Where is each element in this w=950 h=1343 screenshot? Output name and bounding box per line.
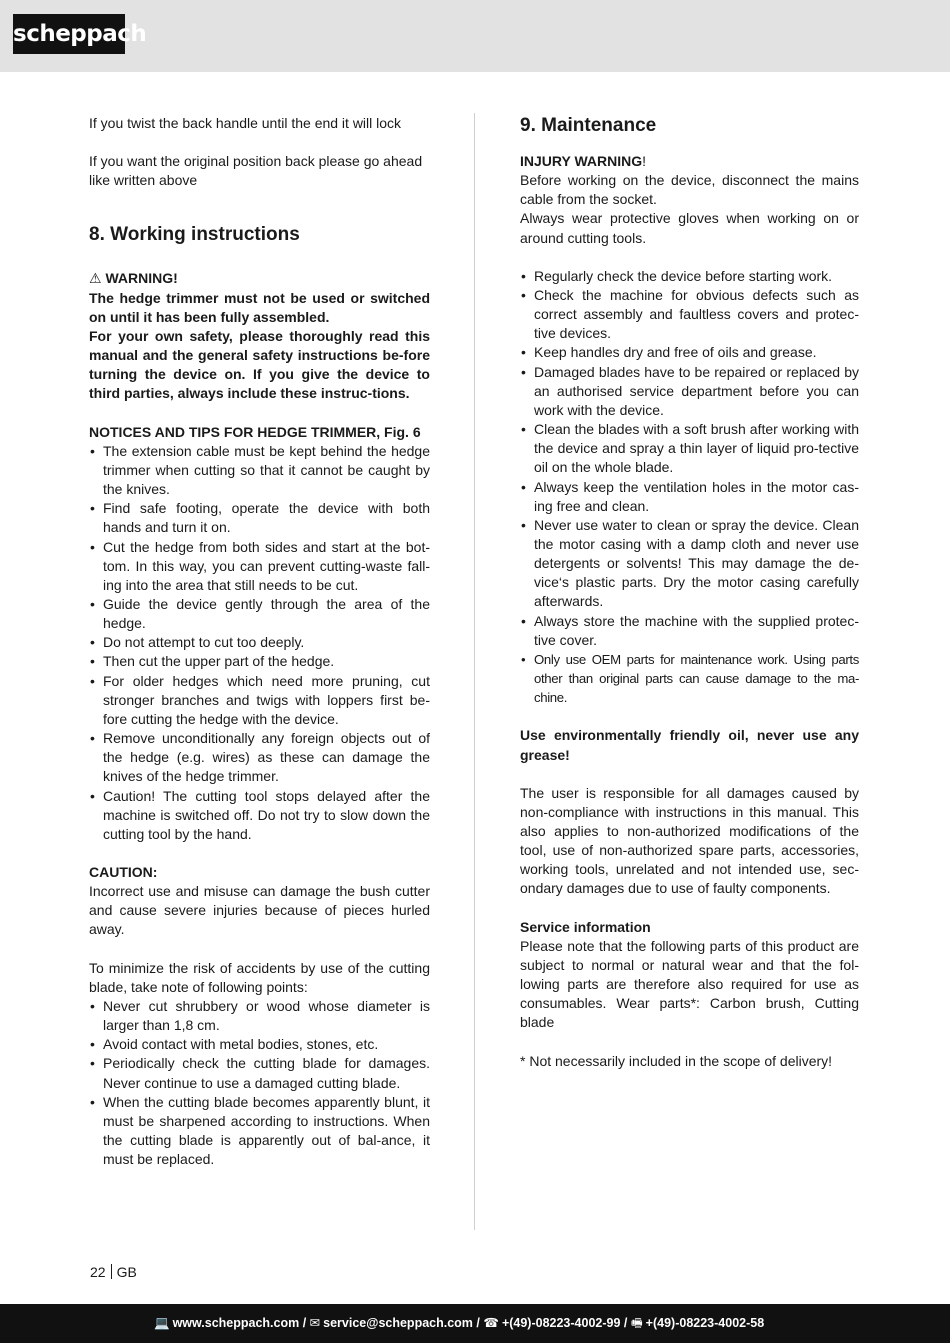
- list-item: • Guide the device gently through the area of the hedge.: [89, 595, 430, 633]
- warning-triangle-icon: ⚠: [89, 270, 102, 287]
- intro-text-2: If you want the original position back please go ahead like written above: [89, 153, 423, 189]
- service-text: Please note that the following parts of this product are subject to normal or natural wear and that the fol-lowing parts are therefore also required for use as consumables. Wear parts*: Carbon brush, Cutting blade: [520, 937, 859, 1031]
- monitor-icon: 💻: [154, 1316, 170, 1330]
- list-item: • When the cutting blade becomes apparently blunt, it must be sharpened according to instructions. When the cutting blade is apparently out of bal-ance, it must be replaced.: [89, 1093, 430, 1170]
- fax-icon: 🖷: [630, 1316, 643, 1330]
- page-number-value: 22: [90, 1264, 106, 1280]
- list-item: • Damaged blades have to be repaired or replaced by an authorised service department before you can work with the device.: [520, 363, 859, 420]
- list-item: • Regularly check the device before starting work.: [520, 267, 859, 286]
- footer-phone: +(49)-08223-4002-99 /: [501, 1316, 628, 1330]
- list-item: • Avoid contact with metal bodies, stones, etc.: [89, 1035, 430, 1054]
- list-item: • Periodically check the cutting blade for damages. Never continue to use a damaged cutting blade.: [89, 1054, 430, 1092]
- footer-email-link[interactable]: service@scheppach.com /: [323, 1316, 480, 1330]
- list-item: • Clean the blades with a soft brush after working with the device and spray a thin layer of liquid pro-tective oil on the whole blade.: [520, 420, 859, 477]
- list-item: • For older hedges which need more pruning, cut stronger branches and twigs with loppers first be-fore cutting the hedge with the device.: [89, 672, 430, 729]
- caution-text: Incorrect use and misuse can damage the bush cutter and cause severe injuries because of pieces hurled away.: [89, 883, 430, 938]
- footnote: * Not necessarily included in the scope of delivery!: [520, 1052, 833, 1069]
- list-item: • Keep handles dry and free of oils and grease.: [520, 343, 859, 362]
- brand-logo: scheppach: [13, 14, 125, 54]
- maintenance-list: [520, 267, 859, 708]
- list-item: • Remove unconditionally any foreign objects out of the hedge (e.g. wires) as these can damage the knives of the hedge trimmer.: [89, 729, 430, 786]
- footer-fax: +(49)-08223-4002-58: [645, 1316, 765, 1330]
- risk-intro: To minimize the risk of accidents by use of the cutting blade, take note of following points:: [89, 959, 430, 995]
- list-item: • Do not attempt to cut too deeply.: [89, 633, 430, 652]
- phone-icon: ☎: [483, 1316, 499, 1330]
- page-language: GB: [116, 1264, 137, 1280]
- warning-text-1: The hedge trimmer must not be used or switched on until it has been fully assembled.: [89, 289, 430, 325]
- oil-note: Use environmentally friendly oil, never use any grease!: [520, 727, 859, 763]
- injury-text-2: Always wear protective gloves when working on or around cutting tools.: [520, 210, 859, 246]
- list-item: • Always store the machine with the supplied protec-tive cover.: [520, 612, 859, 650]
- warning-text-2: For your own safety, please thoroughly read this manual and the general safety instructions be-fore turning the device on. If you give the device to third parties, always include these instruc-tions.: [89, 327, 430, 402]
- list-item: • Only use OEM parts for maintenance work. Using parts other than original parts can cause damage to the ma-chine.: [520, 650, 859, 707]
- list-item: • Always keep the ventilation holes in the motor cas-ing free and clean.: [520, 478, 859, 516]
- list-item: • Cut the hedge from both sides and start at the bot-tom. In this way, you can prevent cutting-waste fall-ing into the area that still needs to be cut.: [89, 538, 430, 595]
- footer-website-link[interactable]: www.scheppach.com /: [172, 1316, 307, 1330]
- list-item: • The extension cable must be kept behind the hedge trimmer when cutting so that it cannot be caught by the knives.: [89, 442, 430, 499]
- header-bar: [0, 0, 950, 72]
- column-divider: [474, 113, 475, 1230]
- injury-text-1: Before working on the device, disconnect the mains cable from the socket.: [520, 172, 859, 208]
- page-separator: [111, 1264, 112, 1279]
- envelope-icon: ✉: [309, 1316, 321, 1330]
- caution-title: CAUTION:: [89, 864, 158, 880]
- right-column: [520, 114, 859, 1071]
- section-heading-working-instructions: 8. Working instructions: [89, 224, 300, 246]
- liability-text: The user is responsible for all damages caused by non-compliance with instructions in this manual. This also applies to non-authorized modifications of the tool, use of non-authorized spare parts, accessories, working tools, unrelated and not intended use, sec-ondary damages due to use of faulty components.: [520, 784, 859, 897]
- injury-warning-title: INJURY WARNING!: [520, 153, 647, 169]
- risk-list: [89, 997, 430, 1169]
- notices-title: NOTICES AND TIPS FOR HEDGE TRIMMER, Fig. 6: [89, 423, 421, 440]
- notices-list: [89, 442, 430, 844]
- list-item: • Then cut the upper part of the hedge.: [89, 652, 430, 671]
- list-item: • Find safe footing, operate the device with both hands and turn it on.: [89, 499, 430, 537]
- list-item: • Never use water to clean or spray the device. Clean the motor casing with a damp cloth and never use detergents or solvents! This may damage the de-vice‘s plastic parts. Dry the motor casing carefully afterwards.: [520, 516, 859, 612]
- list-item: • Caution! The cutting tool stops delayed after the machine is switched off. Do not try to slow down the cutting tool by the hand.: [89, 787, 430, 844]
- warning-title: ⚠ WARNING!: [89, 270, 178, 287]
- intro-text-1: If you twist the back handle until the end it will lock: [89, 115, 402, 131]
- service-title: Service information: [520, 918, 651, 935]
- list-item: • Never cut shrubbery or wood whose diameter is larger than 1,8 cm.: [89, 997, 430, 1035]
- page-number: [90, 1264, 137, 1280]
- section-heading-maintenance: 9. Maintenance: [520, 115, 657, 136]
- list-item: • Check the machine for obvious defects such as correct assembly and faultless covers and protec-tive devices.: [520, 286, 859, 343]
- left-column: [89, 114, 430, 1169]
- contact-footer: [0, 1304, 950, 1343]
